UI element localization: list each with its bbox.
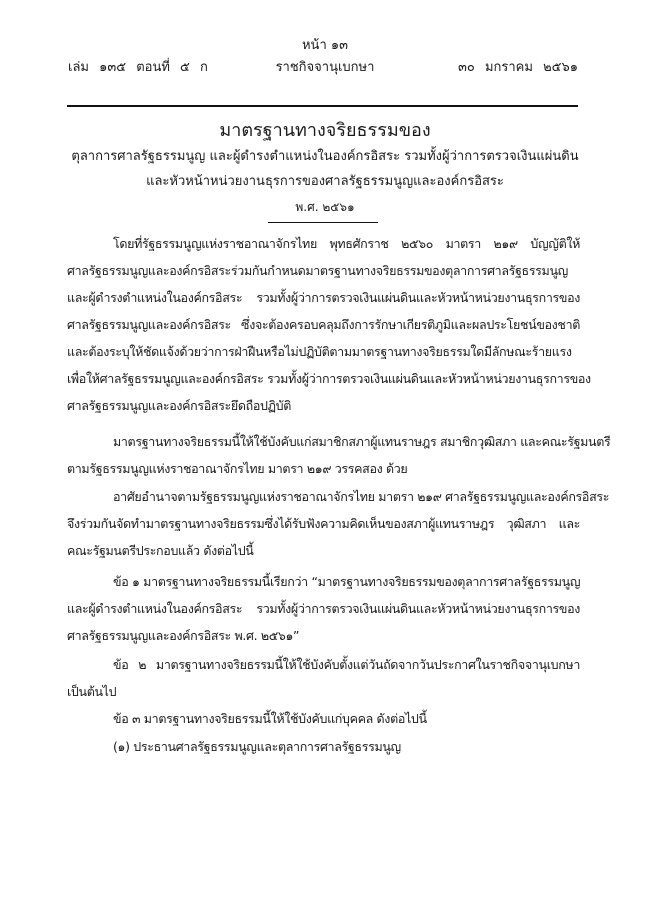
preamble-line: โดยที่รัฐธรรมนูญแห่งราชอาณาจักรไทย พุทธศักราช ๒๕๖๐ มาตรา ๒๑๙ บัญญัติให้ <box>113 236 580 251</box>
preamble-line: ศาลรัฐธรรมนูญและองค์กรอิสระยึดถือปฏิบัติ <box>67 398 292 413</box>
document-year: พ.ศ. ๒๕๖๑ <box>295 200 355 214</box>
document-subtitle-line-2: และหัวหน้าหน่วยงานธุรการของศาลรัฐธรรมนูญและองค์กรอิสระ <box>146 174 504 189</box>
applicability-line: มาตรฐานทางจริยธรรมนี้ให้ใช้บังคับแก่สมาชิกสภาผู้แทนราษฎร สมาชิกวุฒิสภา และคณะรัฐมนตรี <box>113 434 611 449</box>
applicability-line: ตามรัฐธรรมนูญแห่งราชอาณาจักรไทย มาตรา ๒๑๙ วรรคสอง ด้วย <box>67 461 408 476</box>
preamble-line: ศาลรัฐธรรมนูญและองค์กรอิสระ ซึ่งจะต้องครอบคลุมถึงการรักษาเกียรติภูมิและผลประโยชน์ของชาติ <box>67 317 580 332</box>
preamble-line: เพื่อให้ศาลรัฐธรรมนูญและองค์กรอิสระ รวมทั้งผู้ว่าการตรวจเงินแผ่นดินและหัวหน้าหน่วยงานธุรการของ <box>67 371 591 386</box>
title-divider <box>268 222 378 223</box>
header-divider <box>67 105 578 107</box>
preamble-line: และผู้ดำรงตำแหน่งในองค์กรอิสระ รวมทั้งผู้ว่าการตรวจเงินแผ่นดินและหัวหน้าหน่วยงานธุรการของ <box>67 290 580 305</box>
authority-line: จึงร่วมกันจัดทำมาตรฐานทางจริยธรรมซึ่งได้รับฟังความคิดเห็นของสภาผู้แทนราษฎร วุฒิสภา และ <box>67 516 580 531</box>
volume-issue: เล่ม ๑๓๕ ตอนที่ ๕ ก <box>68 60 208 75</box>
clause-3-item-1: (๑) ประธานศาลรัฐธรรมนูญและตุลาการศาลรัฐธรรมนูญ <box>113 739 401 754</box>
authority-line: อาศัยอำนาจตามรัฐธรรมนูญแห่งราชอาณาจักรไทย มาตรา ๒๑๙ ศาลรัฐธรรมนูญและองค์กรอิสระ <box>113 489 610 504</box>
preamble-line: และต้องระบุให้ชัดแจ้งด้วยว่าการฝ่าฝืนหรือไม่ปฏิบัติตามมาตรฐานทางจริยธรรมใดมีลักษณะร้ายแรง <box>67 344 572 359</box>
document-title: มาตรฐานทางจริยธรรมของ <box>219 120 431 141</box>
clause-3-line: ข้อ ๓ มาตรฐานทางจริยธรรมนี้ให้ใช้บังคับแก่บุคคล ดังต่อไปนี้ <box>113 711 427 726</box>
preamble-line: ศาลรัฐธรรมนูญและองค์กรอิสระร่วมกันกำหนดมาตรฐานทางจริยธรรมของตุลาการศาลรัฐธรรมนูญ <box>67 263 568 278</box>
clause-2-line: ข้อ ๒ มาตรฐานทางจริยธรรมนี้ให้ใช้บังคับตั้งแต่วันถัดจากวันประกาศในราชกิจจานุเบกษา <box>113 657 580 672</box>
page-number: หน้า ๑๓ <box>301 38 349 53</box>
gazette-name: ราชกิจจานุเบกษา <box>275 60 375 75</box>
publish-date: ๓๐ มกราคม ๒๕๖๑ <box>458 60 578 75</box>
clause-1-line: ข้อ ๑ มาตรฐานทางจริยธรรมนี้เรียกว่า “มาตรฐานทางจริยธรรมของตุลาการศาลรัฐธรรมนูญ <box>113 574 581 589</box>
authority-line: คณะรัฐมนตรีประกอบแล้ว ดังต่อไปนี้ <box>67 543 254 558</box>
document-subtitle-line-1: ตุลาการศาลรัฐธรรมนูญ และผู้ดำรงตำแหน่งในองค์กรอิสระ รวมทั้งผู้ว่าการตรวจเงินแผ่นดิน <box>71 149 579 164</box>
clause-1-line: และผู้ดำรงตำแหน่งในองค์กรอิสระ รวมทั้งผู้ว่าการตรวจเงินแผ่นดินและหัวหน้าหน่วยงานธุรการของ <box>67 601 580 616</box>
clause-1-line: ศาลรัฐธรรมนูญและองค์กรอิสระ พ.ศ. ๒๕๖๑” <box>67 628 300 643</box>
clause-2-line: เป็นต้นไป <box>67 684 117 699</box>
